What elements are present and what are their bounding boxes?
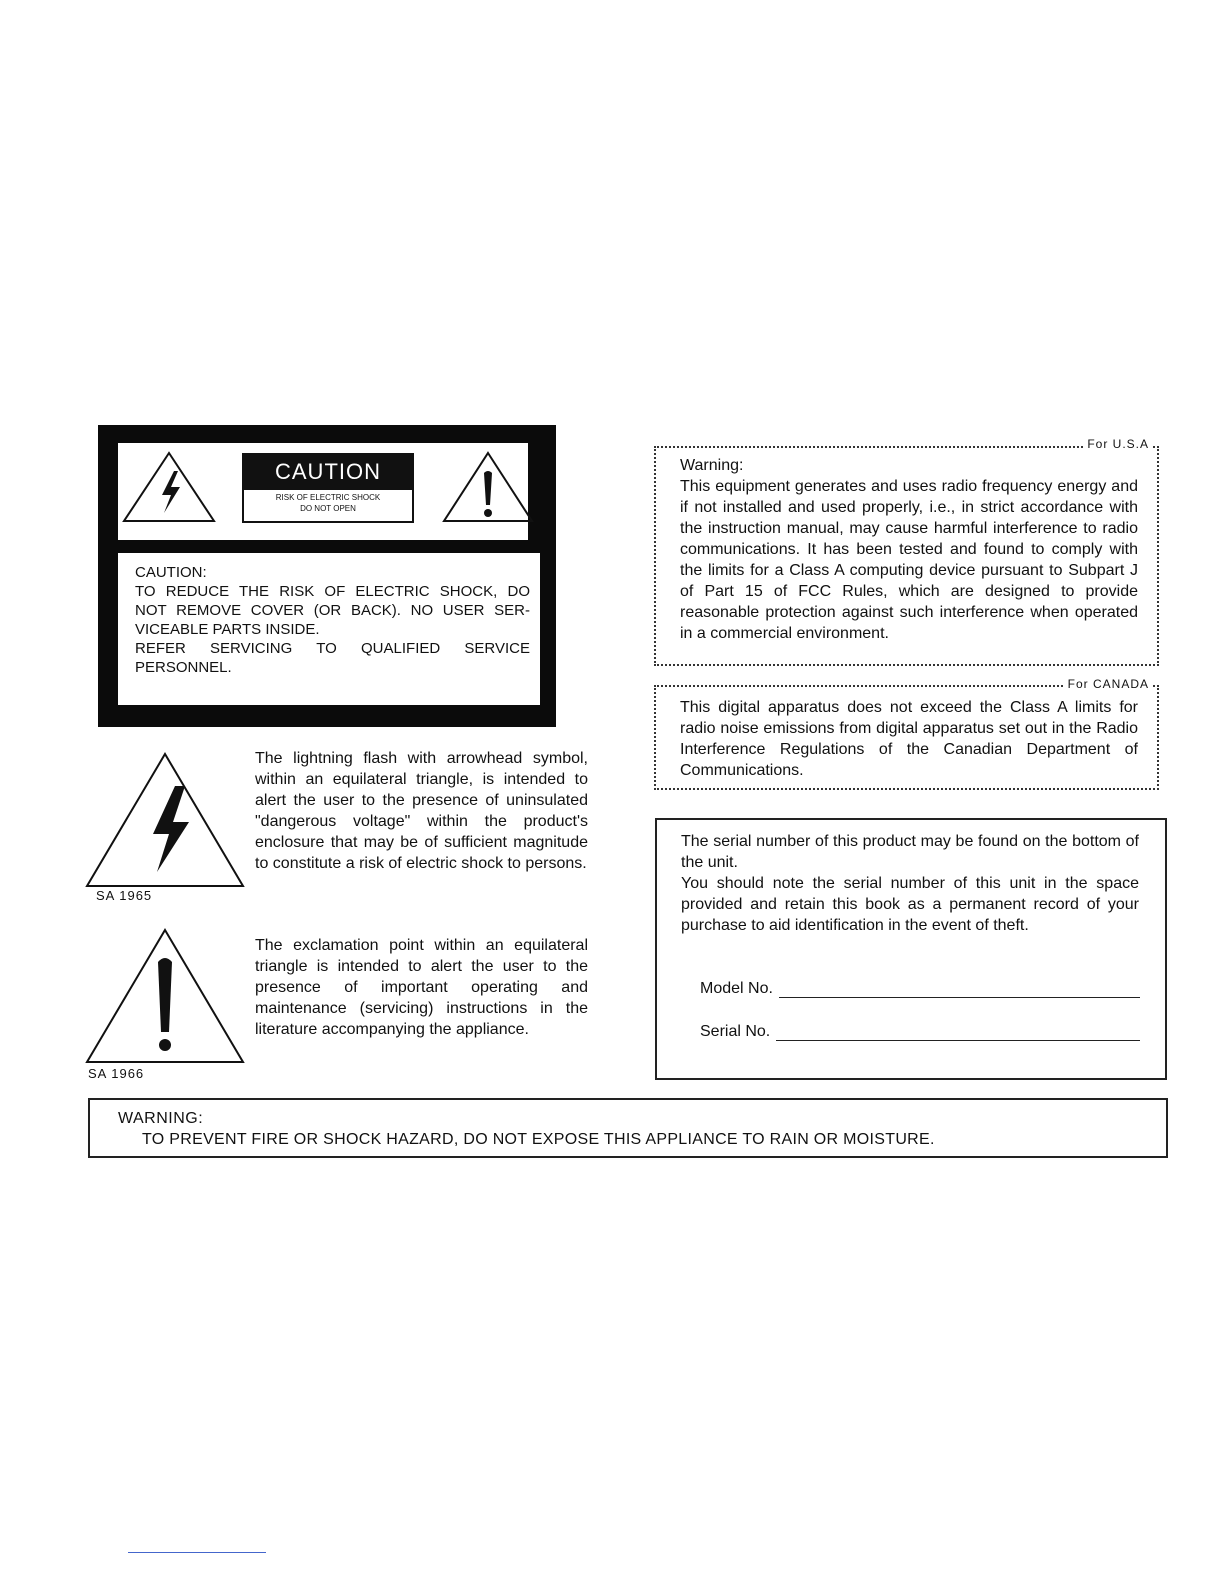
model-number-field[interactable] xyxy=(779,983,1140,998)
lightning-symbol-description: The lightning flash with arrowhead symbol, within an equilateral triangle, is intended to alert the user to the presence of uninsulated "dangerous voltage" within the product's enclosure that may be of sufficient magnitude to constitute a risk of electric shock to persons. xyxy=(255,750,588,872)
canada-tag: For CANADA xyxy=(1064,677,1153,691)
usa-heading: Warning: xyxy=(680,457,744,474)
serial-number-field[interactable] xyxy=(776,1026,1140,1041)
caution-line: VICEABLE PARTS INSIDE. xyxy=(135,621,320,638)
caution-line: TO REDUCE THE RISK OF ELECTRIC SHOCK, DO xyxy=(135,583,530,600)
caution-label-line2: DO NOT OPEN xyxy=(300,504,356,513)
exclamation-triangle-icon xyxy=(442,451,534,523)
warning-body: TO PREVENT FIRE OR SHOCK HAZARD, DO NOT EXPOSE THIS APPLIANCE TO RAIN OR MOISTURE. xyxy=(142,1131,935,1148)
usa-tag: For U.S.A xyxy=(1083,437,1153,451)
serial-instructions xyxy=(681,831,1139,936)
warning-box xyxy=(88,1098,1168,1158)
footer-underline xyxy=(128,1552,266,1553)
warning-title: WARNING: xyxy=(118,1110,204,1127)
caution-line: NOT REMOVE COVER (OR BACK). NO USER SER- xyxy=(135,602,530,619)
serial-number-row xyxy=(700,1023,1140,1041)
serial-text-1: The serial number of this product may be found on the bottom of the unit. xyxy=(681,833,1139,871)
exclamation-point-icon xyxy=(85,928,245,1064)
caution-line: PERSONNEL. xyxy=(135,659,232,676)
usa-body: This equipment generates and uses radio frequency energy and if not installed and used properly, i.e., in strict accordance with the instruction manual, may cause harmful interference to radio communications. It has been tested and found to comply with the limits for a Class A computing device pursuant to Subpart J of Part 15 of FCC Rules, which are designed to provide reasonable protection against such interference when operated in a commercial environment. xyxy=(680,478,1138,642)
symbol-code: SA 1966 xyxy=(88,1066,145,1081)
serial-label: Serial No. xyxy=(700,1023,771,1040)
usa-notice xyxy=(680,455,1138,644)
lightning-triangle-icon xyxy=(122,451,216,523)
serial-text-2: You should note the serial number of this unit in the space provided and retain this book as a permanent record of your purchase to aid identification in the event of theft. xyxy=(681,875,1139,934)
caution-label-title: CAUTION xyxy=(242,453,414,490)
symbol-code: SA 1965 xyxy=(96,888,153,903)
model-label: Model No. xyxy=(700,980,773,997)
model-number-row xyxy=(700,980,1140,998)
caution-line: REFER SERVICING TO QUALIFIED SERVICE xyxy=(135,640,530,657)
caution-heading: CAUTION: xyxy=(135,564,207,581)
caution-text xyxy=(135,563,530,677)
caution-label-line1: RISK OF ELECTRIC SHOCK xyxy=(275,493,381,502)
exclamation-symbol-description: The exclamation point within an equilateral triangle is intended to alert the user to the presence of important operating and maintenance (servicing) instructions in the literature accompanying the appliance. xyxy=(255,937,588,1038)
canada-notice: This digital apparatus does not exceed the Class A limits for radio noise emissions from digital apparatus set out in the Radio Interference Regulations of the Canadian Department of Communications. xyxy=(680,699,1138,779)
lightning-flash-icon xyxy=(85,752,245,888)
caution-label-subtitle xyxy=(242,492,414,514)
